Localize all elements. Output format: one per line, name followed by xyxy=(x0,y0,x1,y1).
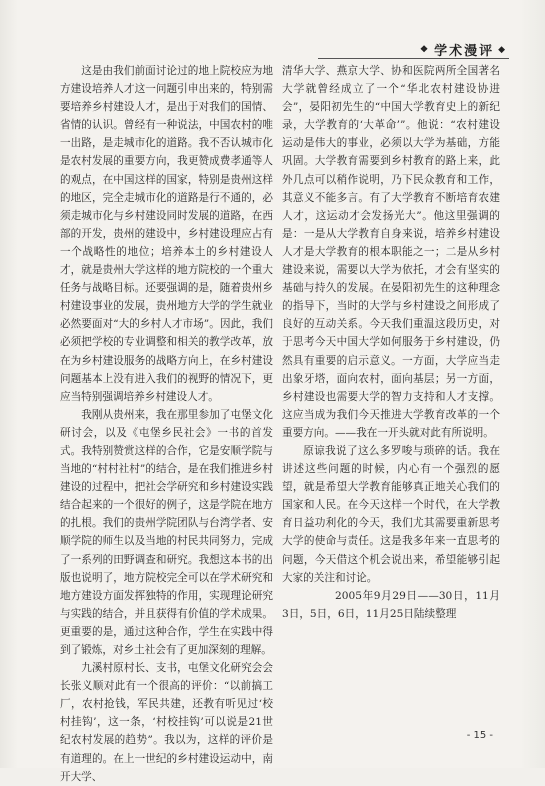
section-header xyxy=(420,40,507,59)
paragraph: 九溪村原村长、支书，屯堡文化研究会会长张义顺对此有一个很高的评价：“以前搞工厂，农村抢钱，军民共建，还教有听见过‘校村挂钩’，这一条，‘村校挂钩’可以说是21世纪农村发展的趋势”。我以为，这样的评价是有道理的。在上一世纪的乡村建设运动中，南开大学、 xyxy=(60,662,273,783)
paragraph: 清华大学、燕京大学、协和医院两所全国著名大学就曾经成立了一个“华北农村建设协进会”，晏阳初先生的“中国大学教育史上的新纪录，大学教育的‘大革命’”。他说：“农村建设运动是伟大的事业，必须以大学为基础，方能巩固。大学教育需要到乡村教育的路上来，此外几点可以稍作说明，乃下民众教育和工作，其意义不能多言。有了大学教育不断培育农建人才，这运动才会发扬光大”。他这里强调的是：一是从大学教育自身来说，培养乡村建设人才是大学教育的根本职能之一；二是从乡村建设来说，需要以大学为依托，才会有坚实的基础与持久的发展。在晏阳初先生的这种理念的指导下，当时的大学与乡村建设之间形成了良好的互动关系。今天我们重温这段历史，对于思考今天中国大学如何服务于乡村建设，仍然具有重要的启示意义。一方面，大学应当走出象牙塔，面向农村，面向基层；另一方面，乡村建设也需要大学的智力支持和人才支撑。这应当成为我们今天推进大学教育改革的一个重要方向。——我在一开头就对此有所说明。 xyxy=(282,65,500,439)
right-column xyxy=(282,62,500,623)
paragraph: 这是由我们前面讨论过的地上院校应为地方建设培养人才这一问题引申出来的，特别需要培养乡村建设人才，是出于对我们的国情、省情的认识。曾经有一种说法，中国农村的唯一出路，是走城市化的道路。我不否认城市化是农村发展的重要方向，我更赞成费孝通等人的观点，在中国这样的国家，特别是贵州这样的地区，完全走城市化的道路是行不通的，必须走城市化与乡村建设同时发展的道路，在西部的开发，贵州的建设中，乡村建设理应占有一个战略性的地位；培养本土的乡村建设人才，就是贵州大学这样的地方院校的一个重大任务与战略目标。还要强调的是，随着贵州乡村建设事业的发展，贵州地方大学的学生就业必然要面对“大的乡村人才市场”。因此，我们必须把学校的专业调整和相关的教学改革，放在为乡村建设服务的战略方向上，在乡村建设问题基本上没有进入我们的视野的情况下，更应当特别强调培养乡村建设人才。 xyxy=(60,65,273,403)
header-ornament: ❖ xyxy=(419,44,431,55)
paragraph: 原谅我说了这么多罗唆与琐碎的话。我在讲述这些问题的时候，内心有一个强烈的愿望，就是希望大学教育能够真正地关心我们的国家和人民。在今天这样一个时代，在大学教育日益功利化的今天，我们尤其需要重新思考大学的使命与责任。这是我多年来一直思考的问题，今天借这个机会说出来，希望能够引起大家的关注和讨论。 xyxy=(282,444,500,584)
header-rule xyxy=(318,58,509,59)
header-end-ornament: ◆ xyxy=(498,44,507,55)
paragraph: 我刚从贵州来，我在那里参加了屯堡文化研讨会，以及《屯堡乡民社会》一书的首发式。我特别赞赏这样的合作，它是安顺学院与当地的“村村社村”的结合，是在我们推进乡村建设的过程中，把社会学研究和乡村建设实践结合起来的一个很好的例子，这是学院在地方的扎根。我们的贵州学院团队与台湾学者、安顺学院的师生以及当地的村民共同努力，完成了一系列的田野调查和研究。我想这本书的出版也说明了，地方院校完全可以在学术研究和地方建设方面发挥独特的作用，实现理论研究与实践的结合，并且获得有价值的学术成果。更重要的是，通过这种合作，学生在实践中得到了锻炼，对乡土社会有了更加深刻的理解。 xyxy=(60,408,273,656)
header-title: 学术漫评 xyxy=(434,44,495,59)
left-column xyxy=(60,62,273,786)
page-number: - 15 - xyxy=(466,730,493,741)
date-line: 2005年9月29日——30日，11月3日，5日，6日，11月25日陆续整理 xyxy=(282,589,500,620)
